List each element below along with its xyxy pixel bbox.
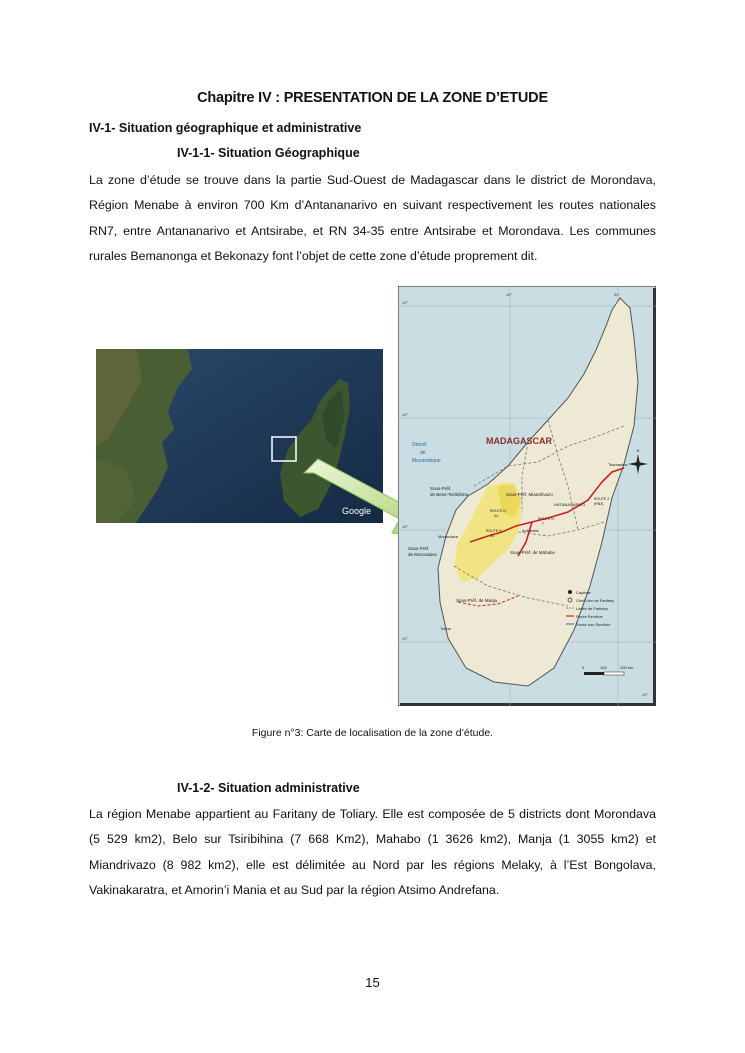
label-antananarivo: ANTANANARIVO bbox=[554, 502, 586, 507]
lon-label-50: 50° bbox=[614, 292, 621, 297]
label-morondava-1: Sous-Préf. bbox=[408, 546, 430, 551]
label-beso-1: Sous-Préf. bbox=[430, 486, 452, 491]
svg-text:km: km bbox=[628, 665, 634, 670]
label-tulear: Tuléar bbox=[440, 626, 452, 631]
map-title: MADAGASCAR bbox=[486, 436, 552, 446]
legend-capitale: Capitale bbox=[576, 590, 591, 595]
lat-label-24: 24° bbox=[642, 692, 649, 697]
section-title: IV-1- Situation géographique et administrative bbox=[89, 121, 362, 135]
legend-chef-lieu: Chef Lieu de Faritany bbox=[576, 598, 615, 603]
google-watermark: Google bbox=[342, 506, 372, 516]
label-route-2-a: ROUTE 2 bbox=[594, 497, 610, 501]
sea-label-2: de bbox=[420, 450, 426, 456]
lat-label-18: 18° bbox=[402, 524, 409, 529]
label-route-34-b: 34 bbox=[494, 514, 498, 518]
lon-label-45: 45° bbox=[506, 292, 513, 297]
legend-route-revetue: Route Revêtue bbox=[576, 614, 603, 619]
page-number: 15 bbox=[365, 975, 380, 990]
label-antsirabe: Antsirabe bbox=[522, 528, 539, 533]
madagascar-map bbox=[398, 286, 656, 706]
lat-label-12: 12° bbox=[402, 300, 409, 305]
label-beso-2: de Beso-Tsiribihina bbox=[430, 492, 469, 497]
label-route-34-a: ROUTE N bbox=[490, 509, 506, 513]
label-morondava-town: Morondava bbox=[438, 534, 459, 539]
svg-text:0: 0 bbox=[582, 665, 585, 670]
label-manja: Sous-Préf. de Manja bbox=[456, 598, 498, 603]
chapter-title: Chapitre IV : PRESENTATION DE LA ZONE D’ETUDE bbox=[197, 90, 548, 106]
paragraph-administrative: La région Menabe appartient au Faritany de Toliary. Elle est composée de 5 districts dont Morondava (5 529 km2), Belo sur Tsiribihina (7 668 Km2), Mahabo (1 3626 km2), Manja (1 3055 km2) et Miandrivazo (8 982 km2), elle est délimitée au Nord par les régions Melaky, à l’Est Bongolava, Vakinakaratra, et Amorin’i Mania et au Sud par la région Atsimo Andrefana. bbox=[89, 807, 656, 897]
label-route-7-a: ROUTE N bbox=[538, 517, 554, 521]
figure-caption: Figure n°3: Carte de localisation de la zone d’étude. bbox=[251, 727, 494, 739]
legend-route-non-revetue: Route non Revêtue bbox=[576, 622, 611, 627]
svg-text:200: 200 bbox=[620, 665, 627, 670]
label-route-35-b: 35 bbox=[490, 534, 494, 538]
subsection-title-administrative: IV-1-2- Situation administrative bbox=[177, 781, 360, 795]
lat-label-15: 15° bbox=[402, 412, 409, 417]
label-mahabo: Sous-Préf. de Mahabo bbox=[510, 550, 556, 555]
svg-text:100: 100 bbox=[600, 665, 607, 670]
legend-limite: Limite de Faritany bbox=[576, 606, 608, 611]
svg-text:N: N bbox=[636, 448, 640, 453]
sea-label-1: Détroit bbox=[412, 442, 427, 448]
label-route-35-a: ROUTE N bbox=[486, 529, 502, 533]
label-morondava-2: de Morondava bbox=[408, 552, 437, 557]
paragraph-geographic: La zone d’étude se trouve dans la partie Sud-Ouest de Madagascar dans le district de Morondava, Région Menabe à environ 700 Km d’Antananarivo en suivant respectivement les routes nationales RN7, entre Antananarivo et Antsirabe, et RN 34-35 entre Antsirabe et Morondava. Les communes rurales Bemanonga et Bekonazy font l’objet de cette zone d’étude proprement dit. bbox=[89, 173, 656, 263]
label-route-2-b: (RN2) bbox=[594, 502, 604, 506]
label-route-7-b: 7 bbox=[542, 522, 544, 526]
subsection-title-geographic: IV-1-1- Situation Géographique bbox=[177, 146, 360, 160]
label-miandrivazo: Sous-Préf. Miandrivazo bbox=[506, 492, 553, 497]
label-toamasina: Toamasina bbox=[608, 462, 628, 467]
lat-label-21: 21° bbox=[402, 636, 409, 641]
sea-label-3: Mozambique bbox=[412, 458, 441, 464]
